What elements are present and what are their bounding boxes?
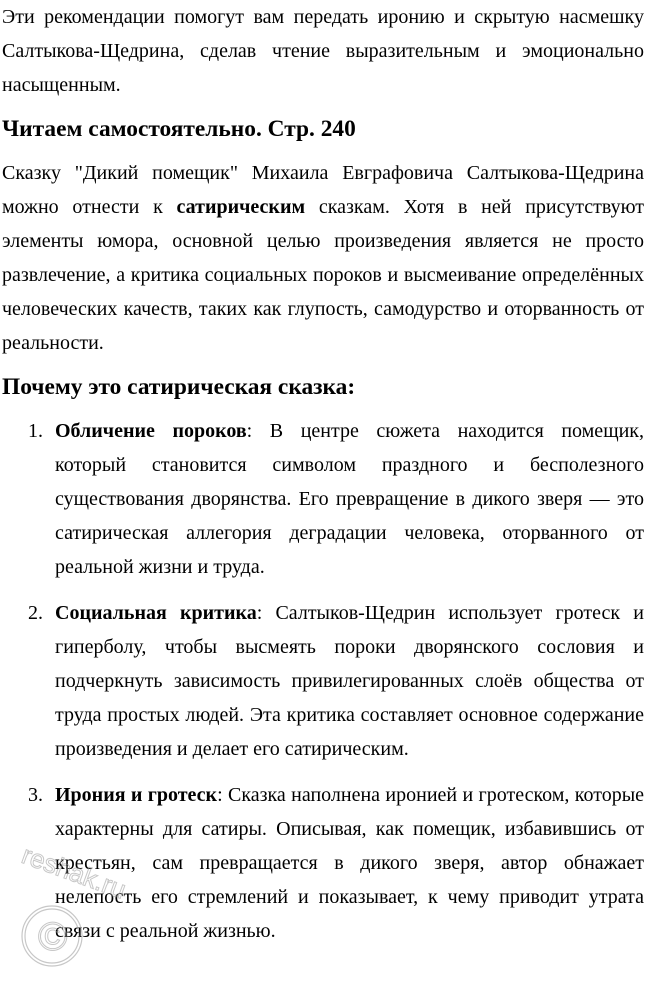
section-heading-read-independently: Читаем самостоятельно. Стр. 240: [2, 116, 356, 142]
list-item-text: [55, 414, 644, 584]
list-item-body: : Сказка наполнена иронией и гротеском, которые характерны для сатиры. Описывая, как помещик, избавившись от крестьян, сам превращается в дикого зверя, автор обнажает нелепость его стремлений и показывает, к чему приводит утрата связи с реальной жизнью.: [55, 784, 645, 942]
list-item-body: : Салтыков-Щедрин использует гротеск и гиперболу, чтобы высмеять пороки дворянского сословия и подчеркнуть зависимость привилегированных слоёв общества от труда простых людей. Эта критика составляет основное содержание произведения и делает его сатирическим.: [55, 602, 644, 760]
document-page: [2, 0, 644, 960]
list-item-number: 1.: [28, 420, 43, 442]
emphasis-satirical: сатирическим: [176, 196, 306, 218]
list-item: [2, 596, 644, 766]
story-description-paragraph: [2, 156, 644, 360]
list-item-number: 3.: [28, 784, 43, 806]
watermark-symbol: ©: [38, 915, 68, 959]
list-item-number: 2.: [28, 602, 43, 624]
section-heading-why-satirical: Почему это сатирическая сказка:: [2, 374, 356, 400]
reasons-list: [2, 414, 644, 948]
paragraph-text-after: сказкам. Хотя в ней присутствуют элементы юмора, основной целью произведения является не просто развлечение, а критика социальных пороков и высмеивание определённых человеческих качеств, таких как глупость, самодурство и оторванность от реальности.: [2, 196, 644, 354]
list-item-title: Обличение пороков: [55, 420, 247, 442]
list-item-body: : В центре сюжета находится помещик, который становится символом праздного и бесполезного существования дворянства. Его превращение в дикого зверя — это сатирическая аллегория деградации человека, оторванного от реальной жизни и труда.: [55, 420, 645, 578]
list-item: [2, 414, 644, 584]
paragraph-text-before: Сказку "Дикий помещик" Михаила Евграфовича Салтыкова-Щедрина можно отнести к: [2, 162, 644, 218]
list-item: [2, 778, 644, 948]
list-item-title: Ирония и гротеск: [55, 784, 218, 806]
watermark-text: reshak.ru: [17, 840, 131, 905]
list-item-text: [55, 596, 644, 766]
list-item-title: Социальная критика: [55, 602, 257, 624]
list-item-text: [55, 778, 644, 948]
intro-paragraph: Эти рекомендации помогут вам передать иронию и скрытую насмешку Салтыкова-Щедрина, сделав чтение выразительным и эмоционально насыщенным.: [2, 6, 644, 96]
